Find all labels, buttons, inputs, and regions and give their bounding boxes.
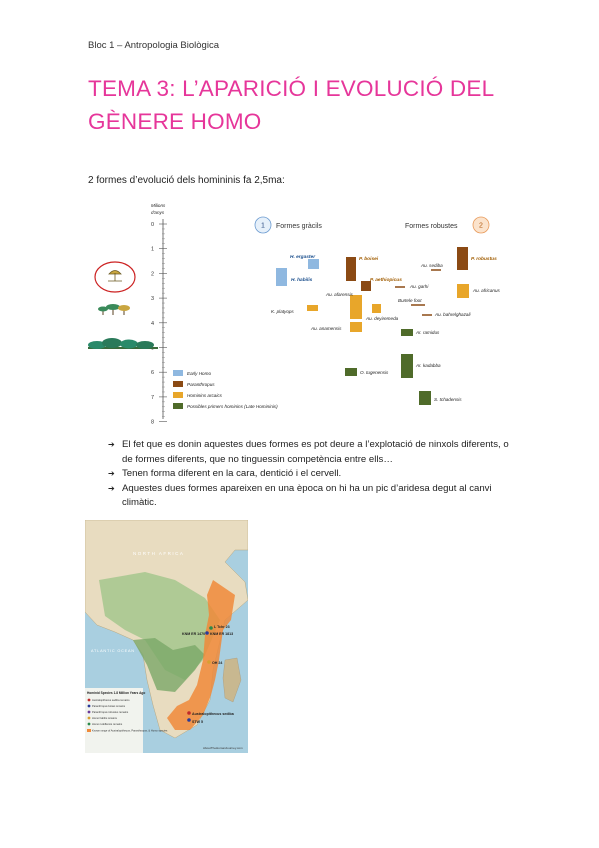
africa-map-figure — [85, 520, 248, 753]
map-legend-item: Australopithecus sediba remains — [92, 699, 130, 702]
label-o-tugenensis: O. tugenensis — [360, 370, 389, 375]
label-p-boisei: P. boisei — [359, 257, 379, 262]
legend-dot-habilis — [88, 717, 91, 720]
bullet-list — [108, 438, 518, 511]
label-ar-ramidus: Ar. ramidus — [416, 330, 440, 335]
legend-archaic: Hominins arcaics — [187, 393, 222, 398]
label-p-robustus: P. robustus — [471, 257, 497, 262]
axis-tick-label: 6 — [151, 370, 155, 377]
bar-ar-kadabba — [401, 354, 413, 378]
label-burtele-foot: Burtele foot — [398, 298, 422, 303]
axis-tick-label: 8 — [151, 419, 155, 426]
label-au-garhi: Au. garhi — [410, 284, 429, 289]
bar-k-platyops — [307, 305, 318, 311]
map-legend-item: Known range of Australopithecus, Paranthropus, & Homo species — [92, 729, 168, 733]
label-olduvai: OH 24 — [212, 661, 223, 665]
circled-savanna-tree-icon — [95, 262, 135, 292]
page-title: TEMA 3: L’APARICIÓ I EVOLUCIÓ DEL GÈNERE HOMO — [88, 76, 494, 134]
label-h-ergaster: H. ergaster — [290, 255, 316, 260]
axis-tick-label: 2 — [151, 271, 155, 278]
bar-o-tugenensis — [345, 368, 357, 376]
site-marker-sediba — [187, 711, 191, 715]
gracile-group-label: Formes gràcils — [276, 223, 322, 230]
axis-tick-label: 3 — [151, 296, 155, 303]
label-au-africanus: Au. africanus — [473, 288, 500, 293]
bar-p-robustus — [457, 247, 468, 270]
map-legend-item: Homo habilis remains — [92, 717, 117, 720]
label-ar-kadabba: Ar. kadabba — [416, 363, 441, 368]
legend-dot-rudolfensis — [88, 723, 91, 726]
label-sediba: Australopithecus sediba — [192, 712, 234, 716]
map-legend-title: Hominid Species 1.8 Million Years Ago — [87, 691, 146, 695]
forest-trees-icon — [88, 338, 158, 349]
axis-label-2: d'anys — [151, 210, 165, 215]
bar-ar-ramidus — [401, 329, 413, 336]
legend-dot-sediba — [88, 699, 91, 702]
savanna-trees-icon — [98, 304, 130, 315]
legend-early-hominins: Possibles primers hominins (Late Homininis) — [187, 404, 278, 409]
label-k-platyops: K. platyops — [271, 309, 294, 314]
label-north-africa: NORTH AFRICA — [133, 551, 185, 556]
site-marker-olduvai — [207, 660, 211, 664]
label-bahrelghazali: Au. bahrelghazali — [435, 312, 471, 317]
bar-s-tchadensis — [419, 391, 431, 405]
robust-group-label: Formes robustes — [405, 223, 458, 230]
bullet-item: ➔ Tenen forma diferent en la cara, dentició i el cervell. — [108, 467, 518, 482]
legend-paranthropus: Paranthropus — [187, 382, 215, 387]
axis-tick-label: 1 — [151, 246, 155, 253]
bar-au-africanus — [457, 284, 469, 298]
legend-swatch-paranthropus — [173, 381, 183, 387]
legend-swatch-early-homo — [173, 370, 183, 376]
bullet-item: ➔ Aquestes dues formes apareixen en una època on hi ha un pic d’aridesa degut al canvi climàtic. — [108, 482, 492, 508]
header-text: Bloc 1 – Antropologia Biològica — [88, 40, 219, 51]
site-marker-top — [209, 626, 213, 630]
label-au-afarensis: Au. afarensis — [326, 292, 353, 297]
section-subtitle: 2 formes d’evolució dels homininis fa 2,5ma: — [88, 175, 285, 186]
legend-early-homo: Early Homo — [187, 371, 211, 376]
axis-tick-label: 0 — [151, 222, 155, 228]
label-knm-2: KNM ER 1813 — [210, 632, 234, 636]
label-atlantic-ocean: ATLANTIC OCEAN — [91, 649, 135, 653]
robust-group-number: 2 — [479, 222, 483, 230]
label-s-tchadensis: S. tchadensis — [434, 397, 462, 402]
label-site-top: L Tchr 23 — [214, 625, 230, 629]
bar-au-deyiremeda — [372, 304, 381, 313]
bar-h-habilis — [276, 268, 287, 286]
map-credit: AboutTheHumanJourney.com — [203, 746, 243, 750]
arrow-bullet-icon: ➔ — [108, 440, 115, 449]
map-legend-item: Paranthropus boisei remains — [92, 705, 126, 708]
map-legend-item: Homo rudolfensis remains — [92, 723, 123, 726]
label-h-habilis: H. habilis — [291, 278, 313, 283]
legend-dot-boisei — [88, 705, 91, 708]
bullet-item: ➔ El fet que es donin aquestes dues formes es pot deure a l’explotació de ninxols diferents, o de formes diferents, que no tinguessin competència entre ells… — [108, 439, 509, 465]
label-au-sediba: Au. sediba — [421, 263, 443, 268]
label-au-deyiremeda: Au. deyiremeda — [366, 316, 399, 321]
bar-au-afarensis — [350, 295, 362, 319]
bar-p-boisei — [346, 257, 356, 281]
bar-au-anamensis — [350, 322, 362, 332]
legend-swatch-archaic — [173, 392, 183, 398]
label-au-anamensis: Au. anamensis — [311, 326, 342, 331]
legend-dot-robustus — [88, 711, 91, 714]
axis-label-1: Milions — [151, 203, 166, 208]
site-marker-knm1 — [205, 631, 209, 635]
arrow-bullet-icon: ➔ — [108, 469, 115, 478]
arrow-bullet-icon: ➔ — [108, 483, 115, 493]
axis-tick-label: 7 — [151, 394, 155, 401]
legend-swatch-early-hominins — [173, 403, 183, 409]
label-p-aethiopicus: P. aethiopicus — [370, 278, 402, 283]
figure-legend — [173, 370, 278, 409]
hominin-timeline-figure — [85, 197, 515, 427]
legend-swatch-range — [87, 729, 91, 732]
gracile-group-number: 1 — [261, 222, 265, 230]
label-knm-1: KNM ER 1470 — [182, 632, 206, 636]
bar-h-ergaster — [308, 259, 319, 269]
axis-tick-label: 4 — [151, 320, 155, 327]
map-legend-box — [85, 688, 146, 753]
axis-ticks — [151, 222, 167, 426]
label-sts: STW 5 — [192, 720, 203, 724]
map-legend-item: Paranthropus robustus remains — [92, 711, 129, 714]
site-marker-sts — [187, 718, 191, 722]
